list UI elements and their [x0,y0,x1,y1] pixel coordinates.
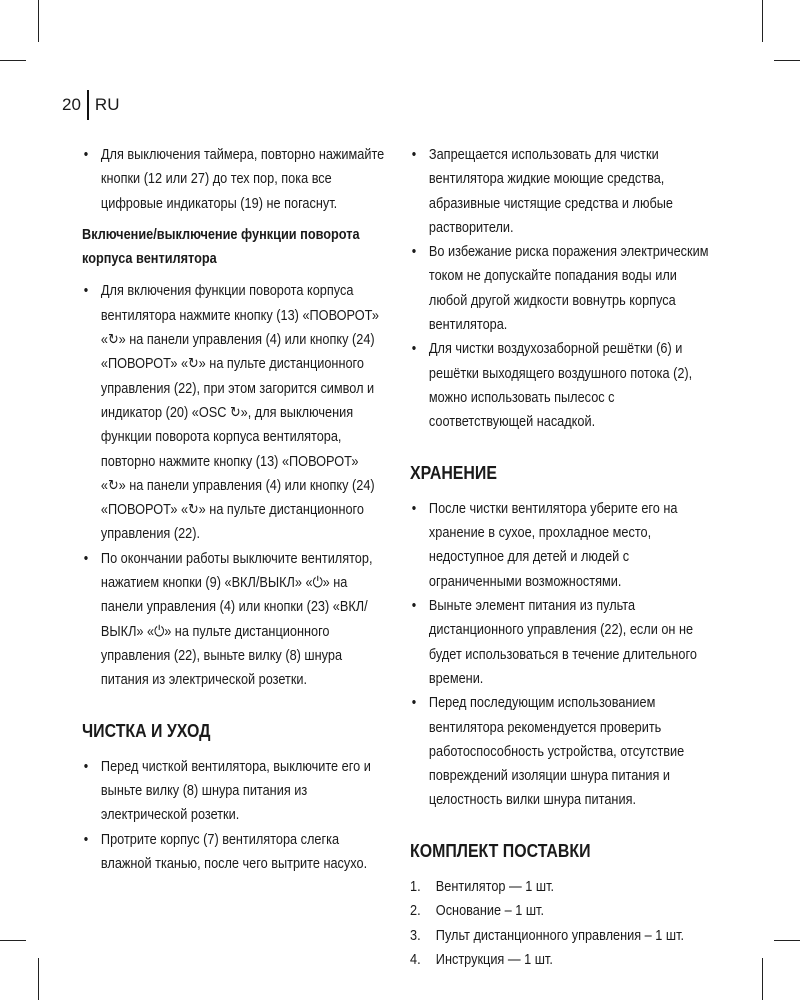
list-item [410,948,713,972]
list-item: • Перед последующим использованием вентилятора рекомендуется проверить работоспособность устройства, отсутствие повреждений изоляции шнура питания и целостность вилки шнура питания. [410,691,713,812]
list-item [410,924,713,948]
list-item: • Запрещается использовать для чистки вентилятора жидкие моющие средства, абразивные чистящие средства и любые растворители. [410,143,713,240]
contents-list [410,875,713,972]
list-item: • Выньте элемент питания из пульта дистанционного управления (22), если он не будет использоваться в течение длительного времени. [410,594,713,691]
list-number: 2. [410,903,421,920]
list-item: • По окончании работы выключите вентилятор, нажатием кнопки (9) «ВКЛ/ВЫКЛ» «⏻» на панели управления (4) или кнопки (23) «ВКЛ/ВЫКЛ» «⏻» на пульте дистанционного управления (22), выньте вилку (8) шнура питания из электрической розетки. [82,547,385,693]
rotation-subheading: Включение/выключение функции поворота корпуса вентилятора [82,226,360,268]
list-item: • Для включения функции поворота корпуса вентилятора нажмите кнопку (13) «ПОВОРОТ» «↻» на панели управления (4) или кнопку (24) «ПОВОРОТ» «↻» на пульте дистанционного управления (22), при этом загорится символ и индикатор (20) «OSC ↻», для выключения функции поворота корпуса вентилятора, повторно нажмите кнопку (13) «ПОВОРОТ» «↻» на панели управления (4) или кнопку (24) «ПОВОРОТ» «↻» на пульте дистанционного управления (22). [82,279,385,546]
cleaning-bullets [82,755,385,876]
crop-mark [762,0,763,42]
list-item: • Протрите корпус (7) вентилятора слегка влажной тканью, после чего вытрите насухо. [82,828,385,877]
contents-heading: КОМПЛЕКТ ПОСТАВКИ [410,839,591,861]
crop-mark [0,60,26,61]
cleaning-bullets-continued [410,143,713,435]
list-item: • Для выключения таймера, повторно нажимайте кнопки (12 или 27) до тех пор, пока все цифровые индикаторы (19) не погаснут. [82,143,385,216]
list-number: 3. [410,927,421,944]
list-number: 1. [410,879,421,896]
list-item [410,875,713,899]
list-item: • Во избежание риска поражения электрическим током не допускайте попадания воды или любой другой жидкости вовнутрь корпуса вентилятора. [410,240,713,337]
crop-mark [774,940,800,941]
storage-heading: ХРАНЕНИЕ [410,461,497,483]
list-number: 4. [410,951,421,968]
storage-bullets [410,497,713,813]
list-item: • Для чистки воздухозаборной решётки (6) и решётки выходящего воздушного потока (2), можно использовать пылесос с соответствующей насадкой. [410,337,713,434]
crop-mark [774,60,800,61]
timer-bullets [82,143,385,216]
crop-mark [0,940,26,941]
crop-mark [762,958,763,1000]
page-header [62,90,119,120]
right-column [410,143,713,972]
list-item: • После чистки вентилятора уберите его на хранение в сухое, прохладное место, недоступное для детей и людей с ограниченными возможностями. [410,497,713,594]
crop-mark [38,958,39,1000]
language-label: RU [94,95,120,114]
list-text: Основание – 1 шт. [435,903,544,920]
rotation-bullets [82,279,385,692]
page-number: 20 [62,95,81,114]
list-text: Вентилятор — 1 шт. [435,879,555,896]
cleaning-heading: ЧИСТКА И УХОД [82,719,211,741]
list-item: • Перед чисткой вентилятора, выключите его и выньте вилку (8) шнура питания из электрической розетки. [82,755,385,828]
list-text: Инструкция — 1 шт. [435,951,553,968]
list-text: Пульт дистанционного управления – 1 шт. [435,927,685,944]
left-column [82,143,385,876]
crop-mark [38,0,39,42]
list-item [410,899,713,923]
